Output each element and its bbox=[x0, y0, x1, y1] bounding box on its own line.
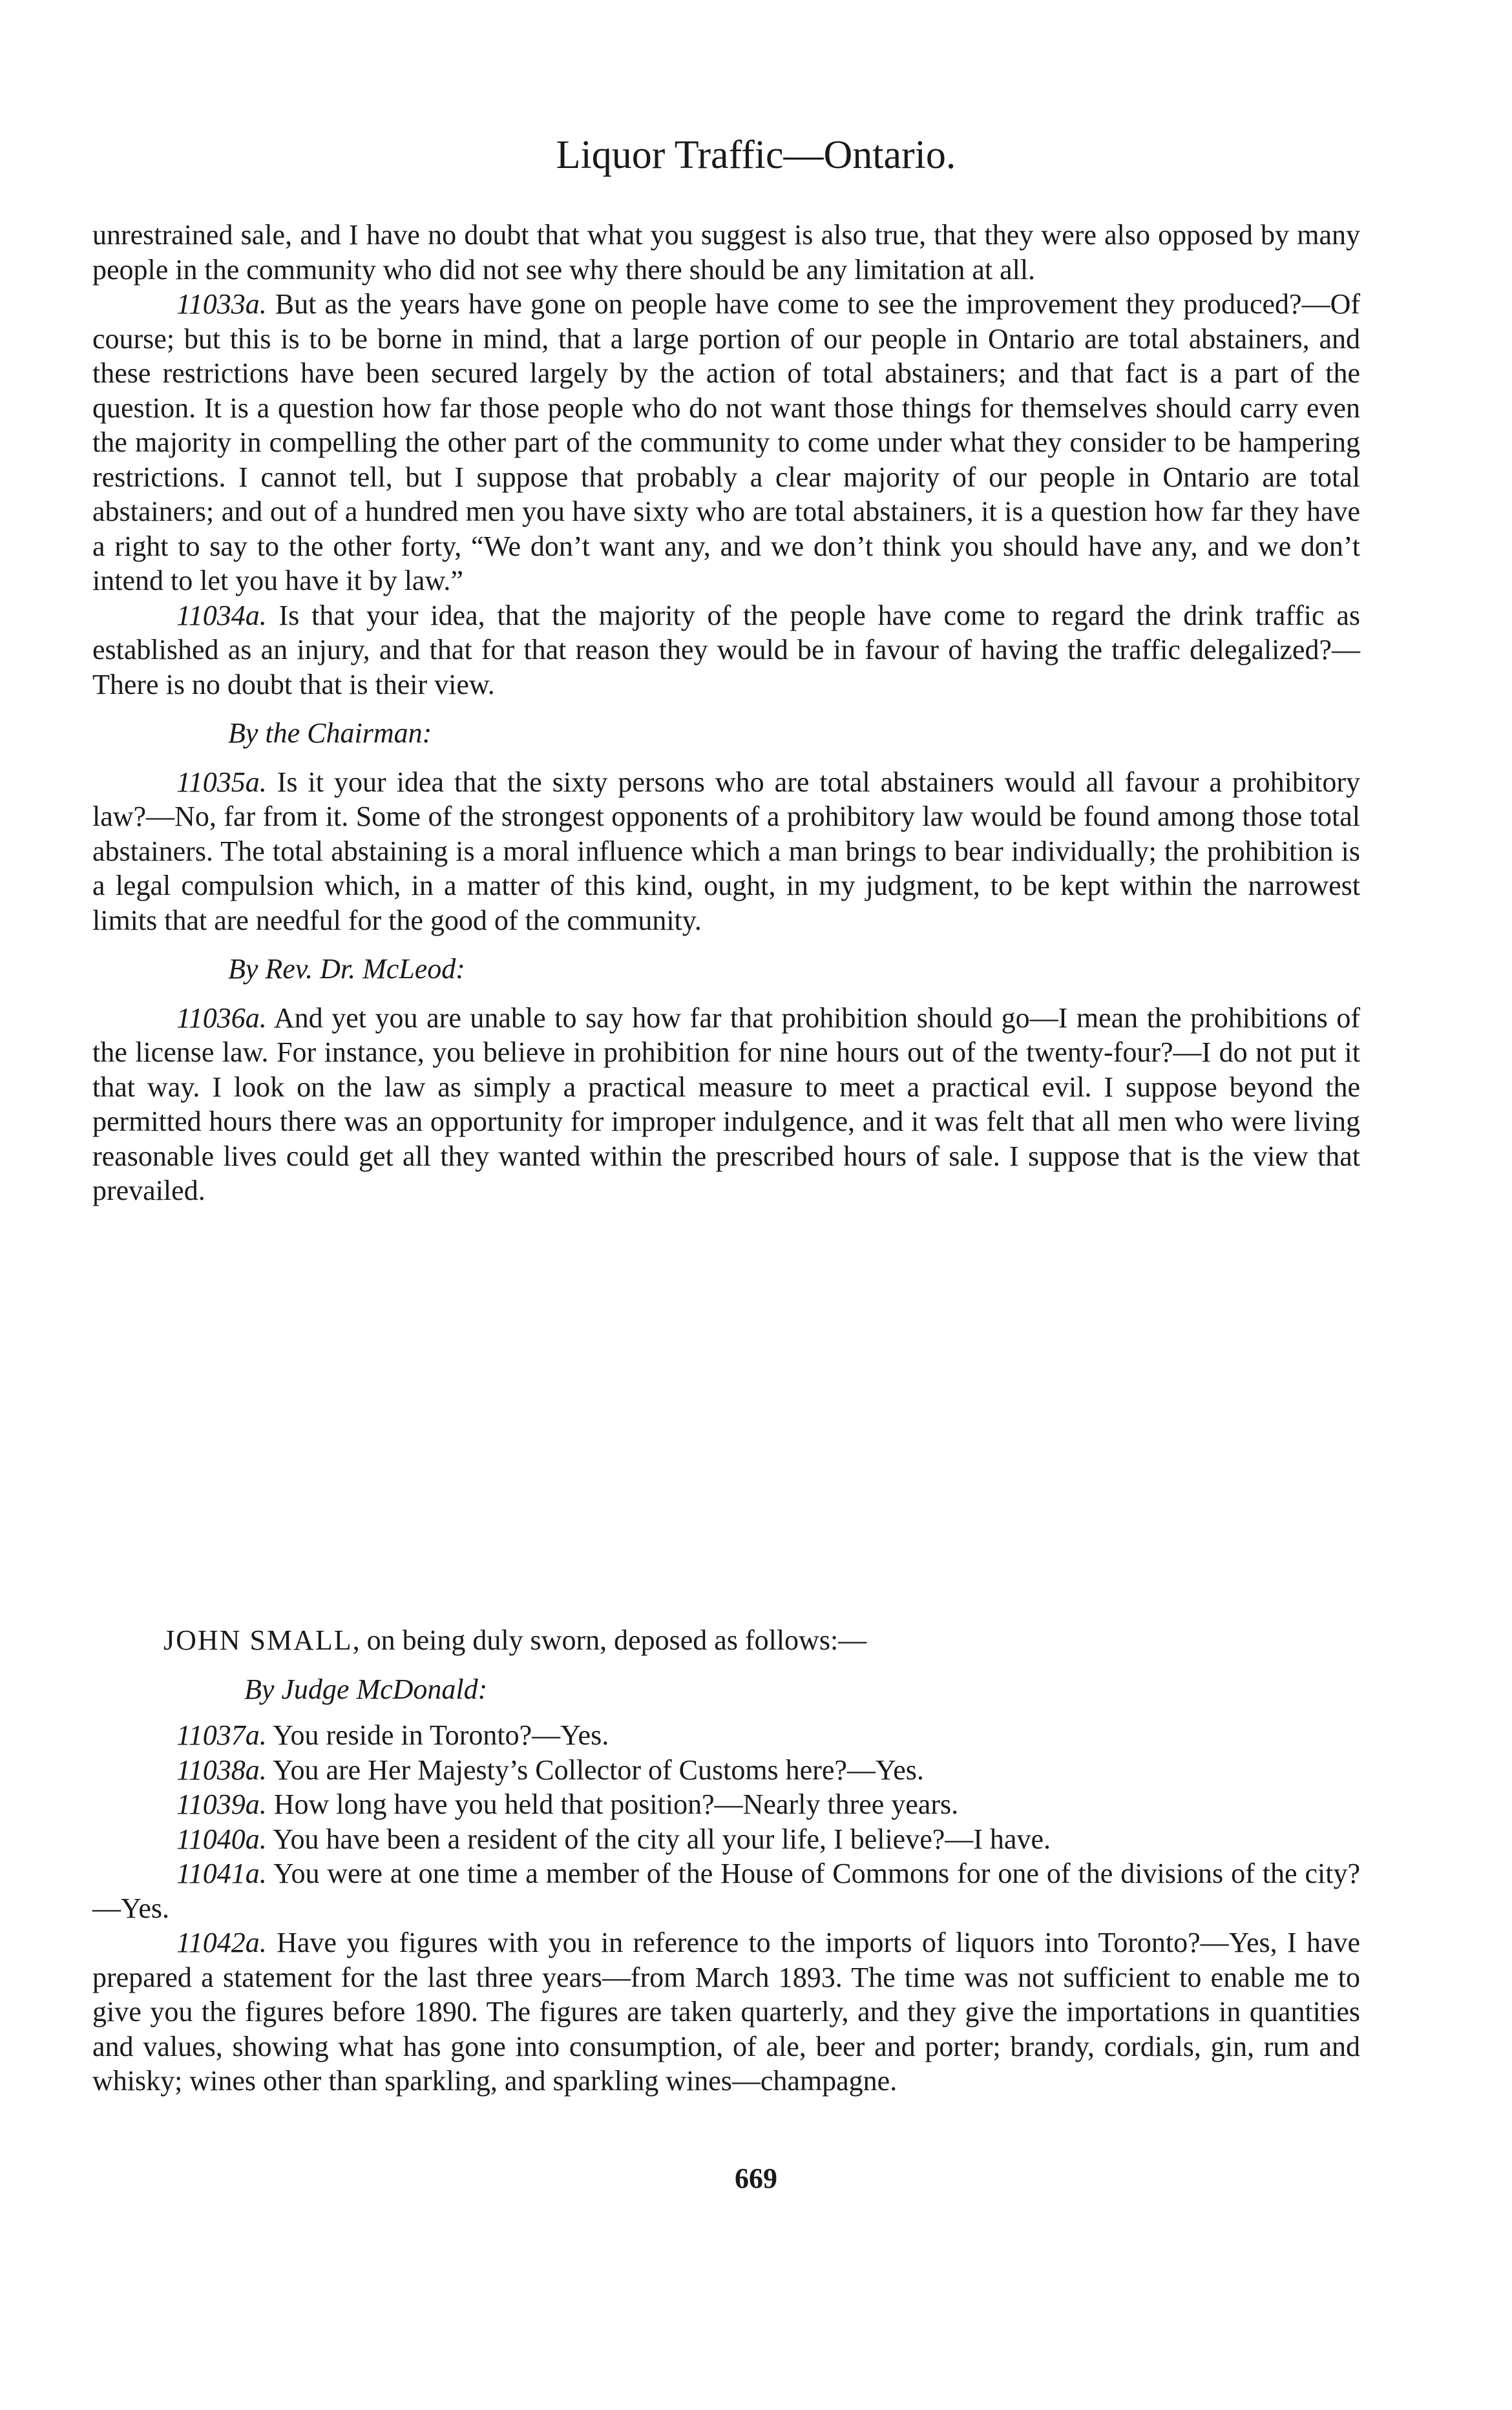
paragraph-text: You are Her Majesty’s Collector of Customs here?—Yes. bbox=[266, 1754, 924, 1786]
paragraph-11034a bbox=[92, 598, 1360, 702]
question-number: 11041a. bbox=[176, 1858, 267, 1889]
testimony-section-2 bbox=[92, 1623, 1360, 2099]
paragraph-text: Is it your idea that the sixty persons who are total abstainers would all favour a prohibitory law?—No, far from it. Some of the strongest opponents of a prohibitory law would be found among those total abstainers. The total abstaining is a moral influence which a man brings to bear individually; the prohibition is a legal compulsion which, in a matter of this kind, ought, in my judgment, to be kept within the narrowest limits that are needful for the good of the community. bbox=[92, 766, 1360, 936]
paragraph-11033a bbox=[92, 287, 1360, 598]
page-title: Liquor Traffic—Ontario. bbox=[556, 133, 956, 177]
speaker-heading-mcleod: By Rev. Dr. McLeod: bbox=[228, 953, 465, 985]
paragraph-11037a bbox=[92, 1718, 1360, 1753]
question-number: 11039a. bbox=[176, 1788, 267, 1820]
paragraph-text: And yet you are unable to say how far that prohibition should go—I mean the prohibitions of the license law. For instance, you believe in prohibition for nine hours out of the twenty-four?—I do not put it that way. I look on the law as simply a practical measure to meet a practical evil. I suppose beyond the permitted hours there was an opportunity for improper indulgence, and it was felt that all men who were living reasonable lives could get all they wanted within the prescribed hours of sale. I suppose that is the view that prevailed. bbox=[92, 1001, 1360, 1206]
paragraph-text: But as the years have gone on people have come to see the improvement they produced?—Of course; but this is to be borne in mind, that a large portion of our people in Ontario are total abstainers, and these restrictions have been secured largely by the action of total abstainers; and that fact is a part of the question. It is a question how far those people who do not want those things for themselves should carry even the majority in compelling the other part of the community to come under what they consider to be hampering restrictions. I cannot tell, but I suppose that probably a clear majority of our people in Ontario are total abstainers; and out of a hundred men you have sixty who are total abstainers, it is a question how far they have a right to say to the other forty, “We don’t want any, and we don’t think you should have any, and we don’t intend to let you have it by law.” bbox=[92, 288, 1360, 596]
paragraph-11035a bbox=[92, 765, 1360, 938]
speaker-heading-mcdonald: By Judge McDonald: bbox=[244, 1673, 488, 1705]
paragraph-continuation: unrestrained sale, and I have no doubt that what you suggest is also true, that they were also opposed by many people in the community who did not see why there should be any limitation at all. bbox=[92, 219, 1360, 286]
speaker-heading-chairman: By the Chairman: bbox=[228, 717, 432, 749]
witness-name: JOHN SMALL bbox=[163, 1624, 353, 1656]
paragraph-11038a bbox=[92, 1753, 1360, 1788]
paragraph-text: Have you figures with you in reference to the imports of liquors into Toronto?—Yes, I have prepared a statement for the last three years—from March 1893. The time was not sufficient to enable me to give you the figures before 1890. The figures are taken quarterly, and they give the importations in quantities and values, showing what has gone into consumption, of ale, beer and porter; brandy, cordials, gin, rum and whisky; wines other than sparkling, and sparkling wines—champagne. bbox=[92, 1927, 1360, 2097]
witness-oath: , on being duly sworn, deposed as follows:— bbox=[352, 1624, 867, 1656]
paragraph-11042a bbox=[92, 1925, 1360, 2099]
page-number: 669 bbox=[735, 2163, 777, 2194]
paragraph-text: You have been a resident of the city all your life, I believe?—I have. bbox=[266, 1823, 1051, 1855]
paragraph-11040a bbox=[92, 1822, 1360, 1857]
question-number: 11040a. bbox=[176, 1823, 267, 1855]
paragraph-text: How long have you held that position?—Nearly three years. bbox=[266, 1788, 959, 1820]
question-number: 11037a. bbox=[176, 1719, 267, 1751]
question-number: 11034a. bbox=[176, 599, 267, 631]
witness-introduction bbox=[92, 1623, 1360, 1658]
question-number: 11033a. bbox=[176, 288, 267, 320]
paragraph-text: Is that your idea, that the majority of the people have come to regard the drink traffic as established as an injury, and that for that reason they would be in favour of having the traffic delegalized?—There is no doubt that is their view. bbox=[92, 599, 1360, 700]
paragraph-11041a bbox=[92, 1856, 1360, 1925]
paragraph-11036a bbox=[92, 1001, 1360, 1208]
question-number: 11035a. bbox=[176, 766, 267, 798]
question-number: 11036a. bbox=[176, 1001, 267, 1034]
testimony-section-1 bbox=[92, 218, 1360, 1208]
paragraph-text: You reside in Toronto?—Yes. bbox=[266, 1719, 609, 1751]
question-number: 11042a. bbox=[176, 1927, 267, 1958]
paragraph-11039a bbox=[92, 1787, 1360, 1822]
paragraph-text: You were at one time a member of the House of Commons for one of the divisions of the city?—Yes. bbox=[92, 1858, 1360, 1924]
question-number: 11038a. bbox=[176, 1754, 267, 1786]
